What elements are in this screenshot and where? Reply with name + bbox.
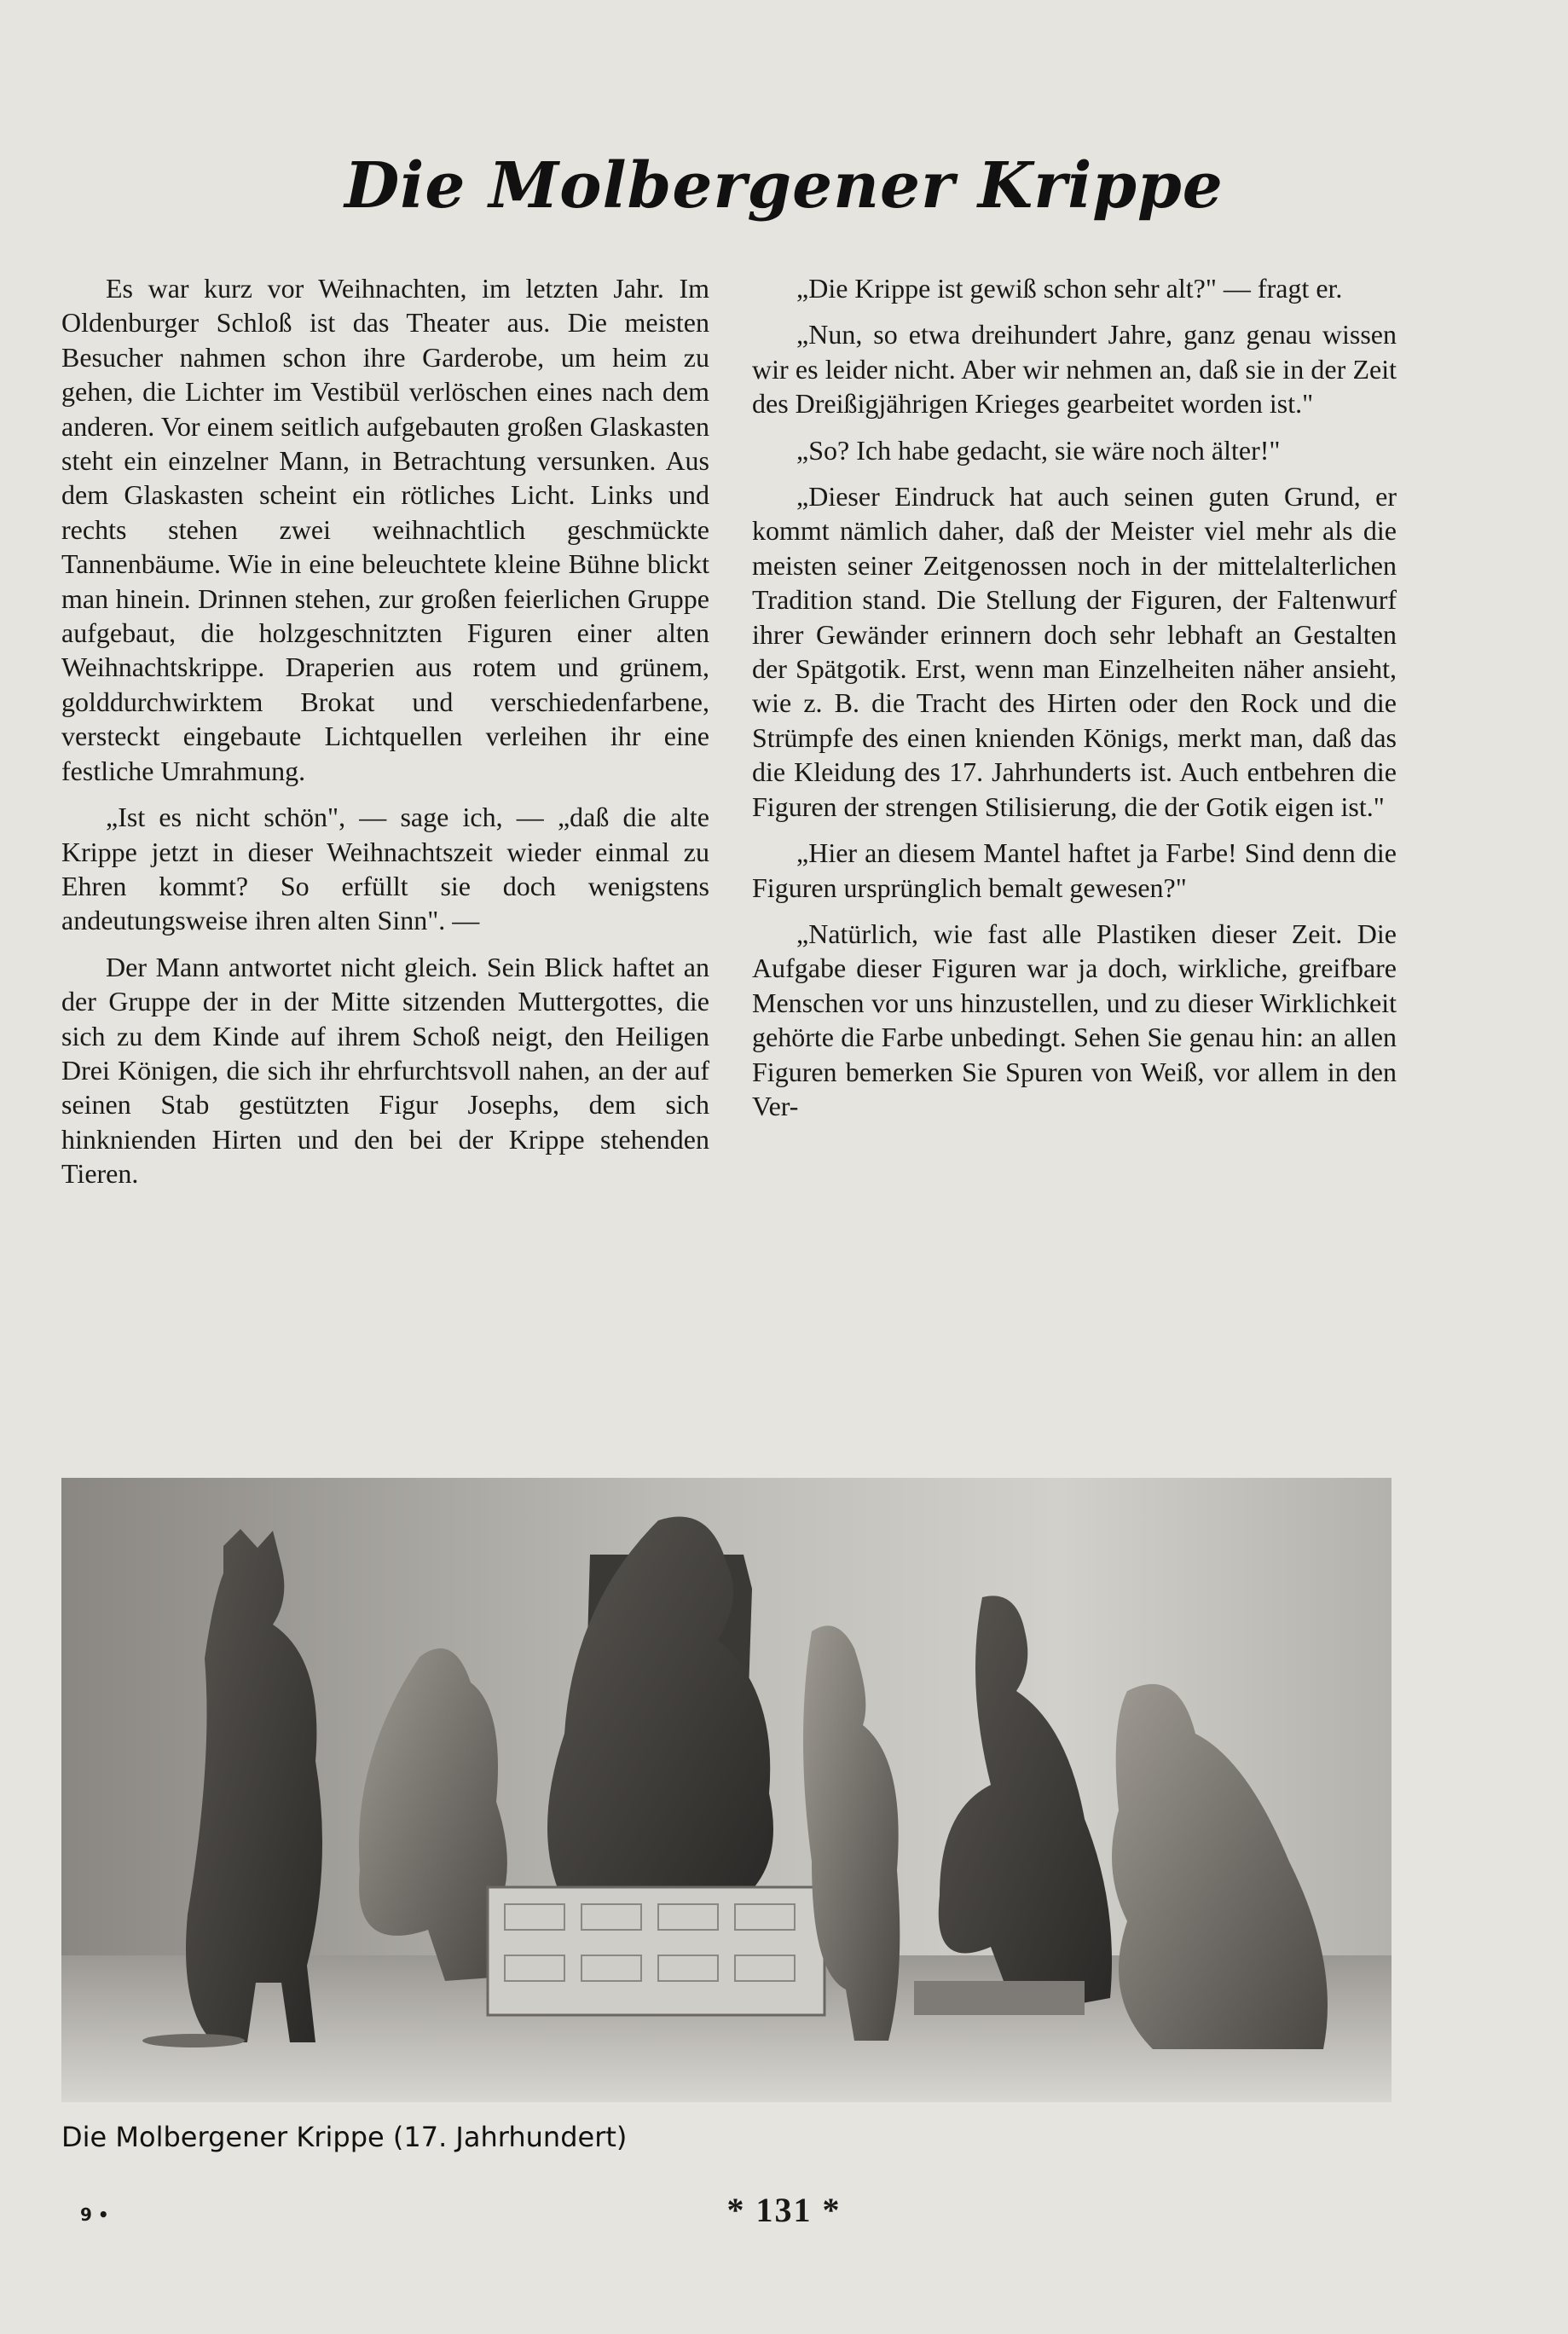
- right-column: [752, 271, 1397, 1135]
- paragraph: „Ist es nicht schön", — sage ich, — „daß die alte Krippe jetzt in dieser Weihnachtszeit wieder einmal zu Ehren kommt? So erfüllt sie doch wenigstens andeutungsweise ihren alten Sinn". —: [61, 802, 709, 936]
- page-number: * 131 *: [726, 2191, 842, 2229]
- nativity-photo: [61, 1478, 1392, 2102]
- paragraph: „Dieser Eindruck hat auch seinen guten Grund, er kommt nämlich daher, daß der Meister viel mehr als die meisten seiner Zeitgenossen noch in der mittelalterlichen Tradition stand. Die Stellung der Figuren, der Faltenwurf ihrer Gewänder erinnern doch sehr lebhaft an Gestalten der Spätgotik. Erst, wenn man Einzelheiten näher ansieht, wie z. B. die Tracht des Hirten oder den Rock und die Strümpfe des einen knienden Königs, merkt man, daß das die Kleidung des 17. Jahrhunderts ist. Auch entbehren die Figuren der strengen Stilisierung, die der Gotik eigen ist.": [752, 481, 1397, 822]
- left-column: [61, 271, 709, 1203]
- paragraph: Es war kurz vor Weihnachten, im letzten Jahr. Im Oldenburger Schloß ist das Theater aus. Die meisten Besucher nahmen schon ihre Garderobe, um heim zu gehen, die Lichter im Vestibül verlöschen eines nach dem anderen. Vor einem seitlich aufgebauten großen Glaskasten steht ein einzelner Mann, in Betrachtung versunken. Aus dem Glaskasten scheint ein rötliches Licht. Links und rechts stehen zwei weihnachtlich geschmückte Tannenbäume. Wie in eine beleuchtete kleine Bühne blickt man hinein. Drinnen stehen, zur großen feierlichen Gruppe aufgebaut, die holzgeschnitzten Figuren einer alten Weihnachtskrippe. Draperien aus rotem und grünem, golddurchwirktem Brokat und verschiedenfarbene, versteckt eingebaute Lichtquellen verleihen ihr eine festliche Umrahmung.: [61, 273, 709, 786]
- article-title: Die Molbergener Krippe: [344, 149, 1224, 223]
- paragraph: „So? Ich habe gedacht, sie wäre noch älter!": [796, 434, 1281, 466]
- paragraph: „Hier an diesem Mantel haftet ja Farbe! Sind denn die Figuren ursprünglich bemalt gewesen?": [752, 837, 1397, 903]
- paragraph: „Die Krippe ist gewiß schon sehr alt?" — fragt er.: [796, 273, 1343, 304]
- paragraph: „Natürlich, wie fast alle Plastiken dieser Zeit. Die Aufgabe dieser Figuren war ja doch, wirkliche, greifbare Menschen vor uns hinzustellen, und zu dieser Wirklichkeit gehörte die Farbe unbedingt. Sehen Sie genau hin: an allen Figuren bemerken Sie Spuren von Weiß, vor allem in den Ver-: [752, 918, 1397, 1121]
- photo-caption: Die Molbergener Krippe (17. Jahrhundert): [61, 2121, 628, 2153]
- paragraph: Der Mann antwortet nicht gleich. Sein Blick haftet an der Gruppe der in der Mitte sitzenden Muttergottes, die sich zu dem Kinde auf ihrem Schoß neigt, den Heiligen Drei Königen, die sich ihr ehrfurchtsvoll nahen, an der auf seinen Stab gestützten Figur Josephs, dem sich hinknienden Hirten und den bei der Krippe stehenden Tieren.: [61, 951, 709, 1190]
- paragraph: „Nun, so etwa dreihundert Jahre, ganz genau wissen wir es leider nicht. Aber wir nehmen an, daß sie in der Zeit des Dreißigjährigen Krieges gearbeitet worden ist.": [752, 319, 1397, 420]
- signature-mark: 9 •: [80, 2204, 109, 2225]
